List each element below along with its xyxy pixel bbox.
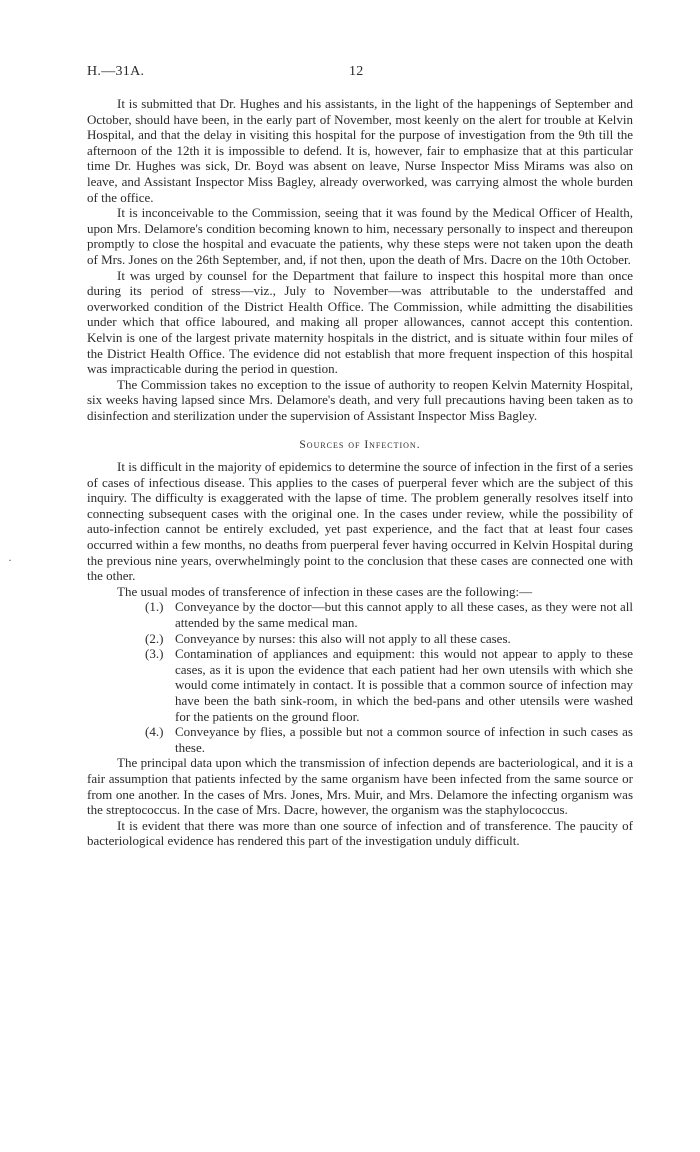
paragraph: The usual modes of transference of infection in these cases are the following:— — [117, 583, 533, 599]
list-item-text: Conveyance by nurses: this also will not apply to all these cases. — [175, 630, 511, 646]
list-item — [87, 599, 633, 630]
list-item — [87, 631, 633, 647]
list-item-number: (3.) — [145, 646, 164, 662]
list-item-text: Conveyance by the doctor—but this cannot apply to all these cases, as they were not all attended by the same medical man. — [175, 599, 633, 630]
page-number: 12 — [349, 64, 364, 79]
document-page — [87, 64, 633, 849]
paragraph: The principal data upon which the transmission of infection depends are bacteriological, and it is a fair assumption that patients infected by the same organism have been infected from the same source or from one another. In the cases of Mrs. Jones, Mrs. Muir, and Mrs. Delamore the infecting organism was the streptococcus. In the case of Mrs. Dacre, however, the organism was the staphylococcus. — [87, 755, 633, 818]
margin-speck: · — [8, 553, 12, 567]
section-heading: Sources of Infection. — [299, 439, 421, 452]
list-item-number: (2.) — [145, 630, 164, 646]
paragraph: The Commission takes no exception to the issue of authority to reopen Kelvin Maternity Hospital, six weeks having lapsed since Mrs. Delamore's death, and very full precautions having been taken as to disinfection and sterilization under the supervision of Assistant Inspector Miss Bagley. — [87, 376, 633, 423]
body-text — [87, 96, 633, 849]
list-item — [87, 646, 633, 724]
list-item-number: (1.) — [145, 599, 164, 615]
list-item-number: (4.) — [145, 724, 164, 740]
list-item-text: Conveyance by flies, a possible but not a common source of infection in such cases as these. — [175, 724, 633, 755]
paragraph: It was urged by counsel for the Department that failure to inspect this hospital more than once during its period of stress—viz., July to November—was attributable to the understaffed and overworked condition of the District Health Office. The Commission, while admitting the disabilities under which that office laboured, and making all proper allowances, cannot accept this contention. Kelvin is one of the largest private maternity hospitals in the district, and is situate within four miles of the District Health Office. The evidence did not establish that more frequent inspection of this hospital was impracticable during the period in question. — [87, 267, 633, 377]
paragraph: It is evident that there was more than one source of infection and of transference. The paucity of bacteriological evidence has rendered this part of the investigation unduly difficult. — [87, 817, 633, 849]
paragraph: It is difficult in the majority of epidemics to determine the source of infection in the first of a series of cases of infectious disease. This applies to the cases of puerperal fever which are the subject of this inquiry. The difficulty is exaggerated with the lapse of time. The problem generally resolves itself into connecting subsequent cases with the original one. In the cases under review, while the possibility of auto-infection cannot be entirely excluded, yet past experience, and the fact that at least four cases occurred within a few months, no deaths from puerperal fever having occurred in Kelvin Hospital during the previous nine years, overwhelmingly point to the conclusion that these cases are connected one with the other. — [87, 459, 633, 584]
list-item — [87, 724, 633, 755]
list-item-text: Contamination of appliances and equipment: this would not appear to apply to these cases, as it is upon the evidence that each patient had her own utensils with which she would come intimately in contact. It is possible that a common source of infection may have been the bath sink-room, in which the bed-pans and other utensils were washed for the patients on the ground floor. — [175, 646, 633, 724]
paragraph: It is inconceivable to the Commission, seeing that it was found by the Medical Officer of Health, upon Mrs. Delamore's condition becoming known to him, necessary personally to inspect and thereupon promptly to close the hospital and evacuate the patients, why these steps were not taken upon the death of Mrs. Jones on the 26th September, and, if not then, upon the death of Mrs. Dacre on the 10th October. — [87, 205, 633, 267]
page-header — [87, 64, 633, 86]
transference-modes-list — [87, 599, 633, 755]
paragraph: It is submitted that Dr. Hughes and his assistants, in the light of the happenings of September and October, should have been, in the early part of November, most keenly on the alert for trouble at Kelvin Hospital, and that the delay in visiting this hospital for the purpose of investigation from the 9th till the afternoon of the 12th it is impossible to defend. It is, however, fair to emphasize that at this particular time Dr. Hughes was sick, Dr. Boyd was absent on leave, Nurse Inspector Miss Mirams was also on leave, and Assistant Inspector Miss Bagley, already overworked, was carrying almost the whole burden of the office. — [87, 96, 633, 205]
document-reference: H.—31A. — [87, 64, 145, 79]
